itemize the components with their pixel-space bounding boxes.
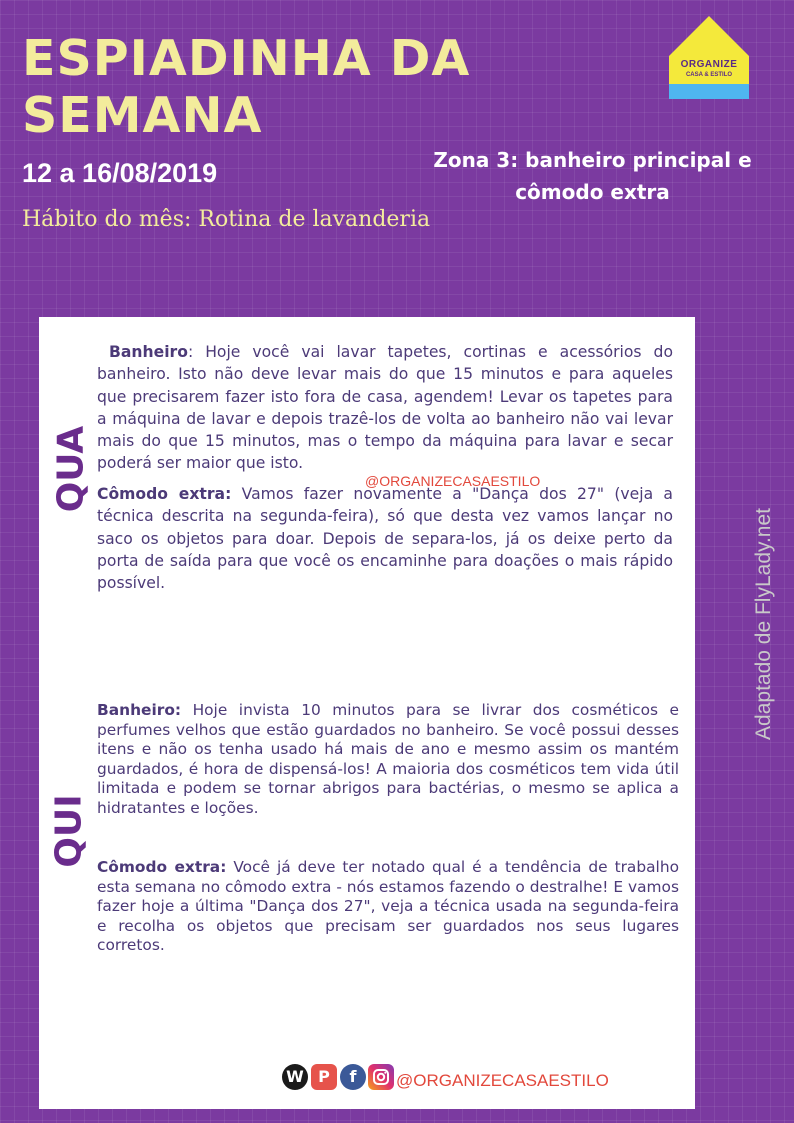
extra-room-label: Cômodo extra: [97,858,227,876]
logo-subtitle: CASA & ESTILO [685,72,733,78]
zone-line-2: cômodo extra [515,180,670,204]
title-line-1: ESPIADINHA DA [22,30,471,87]
title-line-2: SEMANA [22,87,263,144]
brand-logo [668,16,750,100]
zone-line-1: Zona 3: banheiro principal e [433,148,752,172]
extra-room-text: Você já deve ter notado qual é a tendência de trabalho esta semana no cômodo extra - nós estamos fazendo o destralhe! E vamos fazer hoje a última "Dança dos 27", veja a técnica usada na segunda-feira e recolha os objetos que precisam ser guardados nos seus lugares corretos. [97,858,680,954]
week-date: 12 a 16/08/2019 [22,158,218,188]
footer-social-handle[interactable]: @ORGANIZECASAESTILO [396,1071,609,1090]
bathroom-text: Hoje invista 10 minutos para se livrar dos cosméticos e perfumes velhos que estão guardados no banheiro. Se você possui desses itens e não os tenha usado há mais de ano e mesmo assim os mantém guardados, é hora de dispensá-los! A maioria dos cosméticos tem vida útil limitada e podem se tornar abrigos para bactérias, o mesmo se aplica a hidratantes e loções. [97,701,679,817]
thursday-bathroom-task [97,701,679,818]
logo-name: ORGANIZE [680,59,738,70]
instagram-icon[interactable] [368,1064,394,1090]
thursday-extra-room-task [97,858,679,956]
source-credit: Adaptado de FlyLady.net [752,508,775,740]
bathroom-text: : Hoje você vai lavar tapetes, cortinas e acessórios do banheiro. Isto não deve levar mais do que 15 minutos e para aqueles que precisarem fazer isto fora de casa, agendem! Levar os tapetes para a máquina de lavar e depois trazê-los de volta ao banheiro não vai levar mais do que 15 minutos, mas o tempo da máquina para lavar e secar poderá ser maior que isto. [97,343,673,473]
logo-box [669,56,749,84]
content-card [39,317,695,1109]
watermark-handle: @ORGANIZECASAESTILO [365,473,541,489]
day-label-wednesday: QUA [50,425,92,513]
facebook-icon[interactable]: f [340,1064,366,1090]
page-title [22,30,542,144]
wednesday-extra-room-task [97,483,673,594]
bathroom-label: Banheiro [109,343,188,361]
habit-of-month: Hábito do mês: Rotina de lavanderia [22,207,431,232]
zone-heading [405,144,780,208]
pinterest-icon[interactable]: P [311,1064,337,1090]
logo-roof-shape [669,16,749,56]
day-label-thursday: QUI [48,794,90,868]
wordpress-icon[interactable]: W [282,1064,308,1090]
bathroom-label: Banheiro: [97,701,182,719]
extra-room-label: Cômodo extra: [97,485,232,503]
logo-base-bar [669,84,749,99]
extra-room-text: Vamos fazer novamente a "Dança dos 27" (veja a técnica descrita na segunda-feira), só que desta vez vamos lançar no saco os objetos para doar. Depois de separa-los, já os deixe perto da porta de saída para que você os encaminhe para doações o mais rápido possível. [97,485,673,593]
wednesday-bathroom-task [97,341,673,475]
